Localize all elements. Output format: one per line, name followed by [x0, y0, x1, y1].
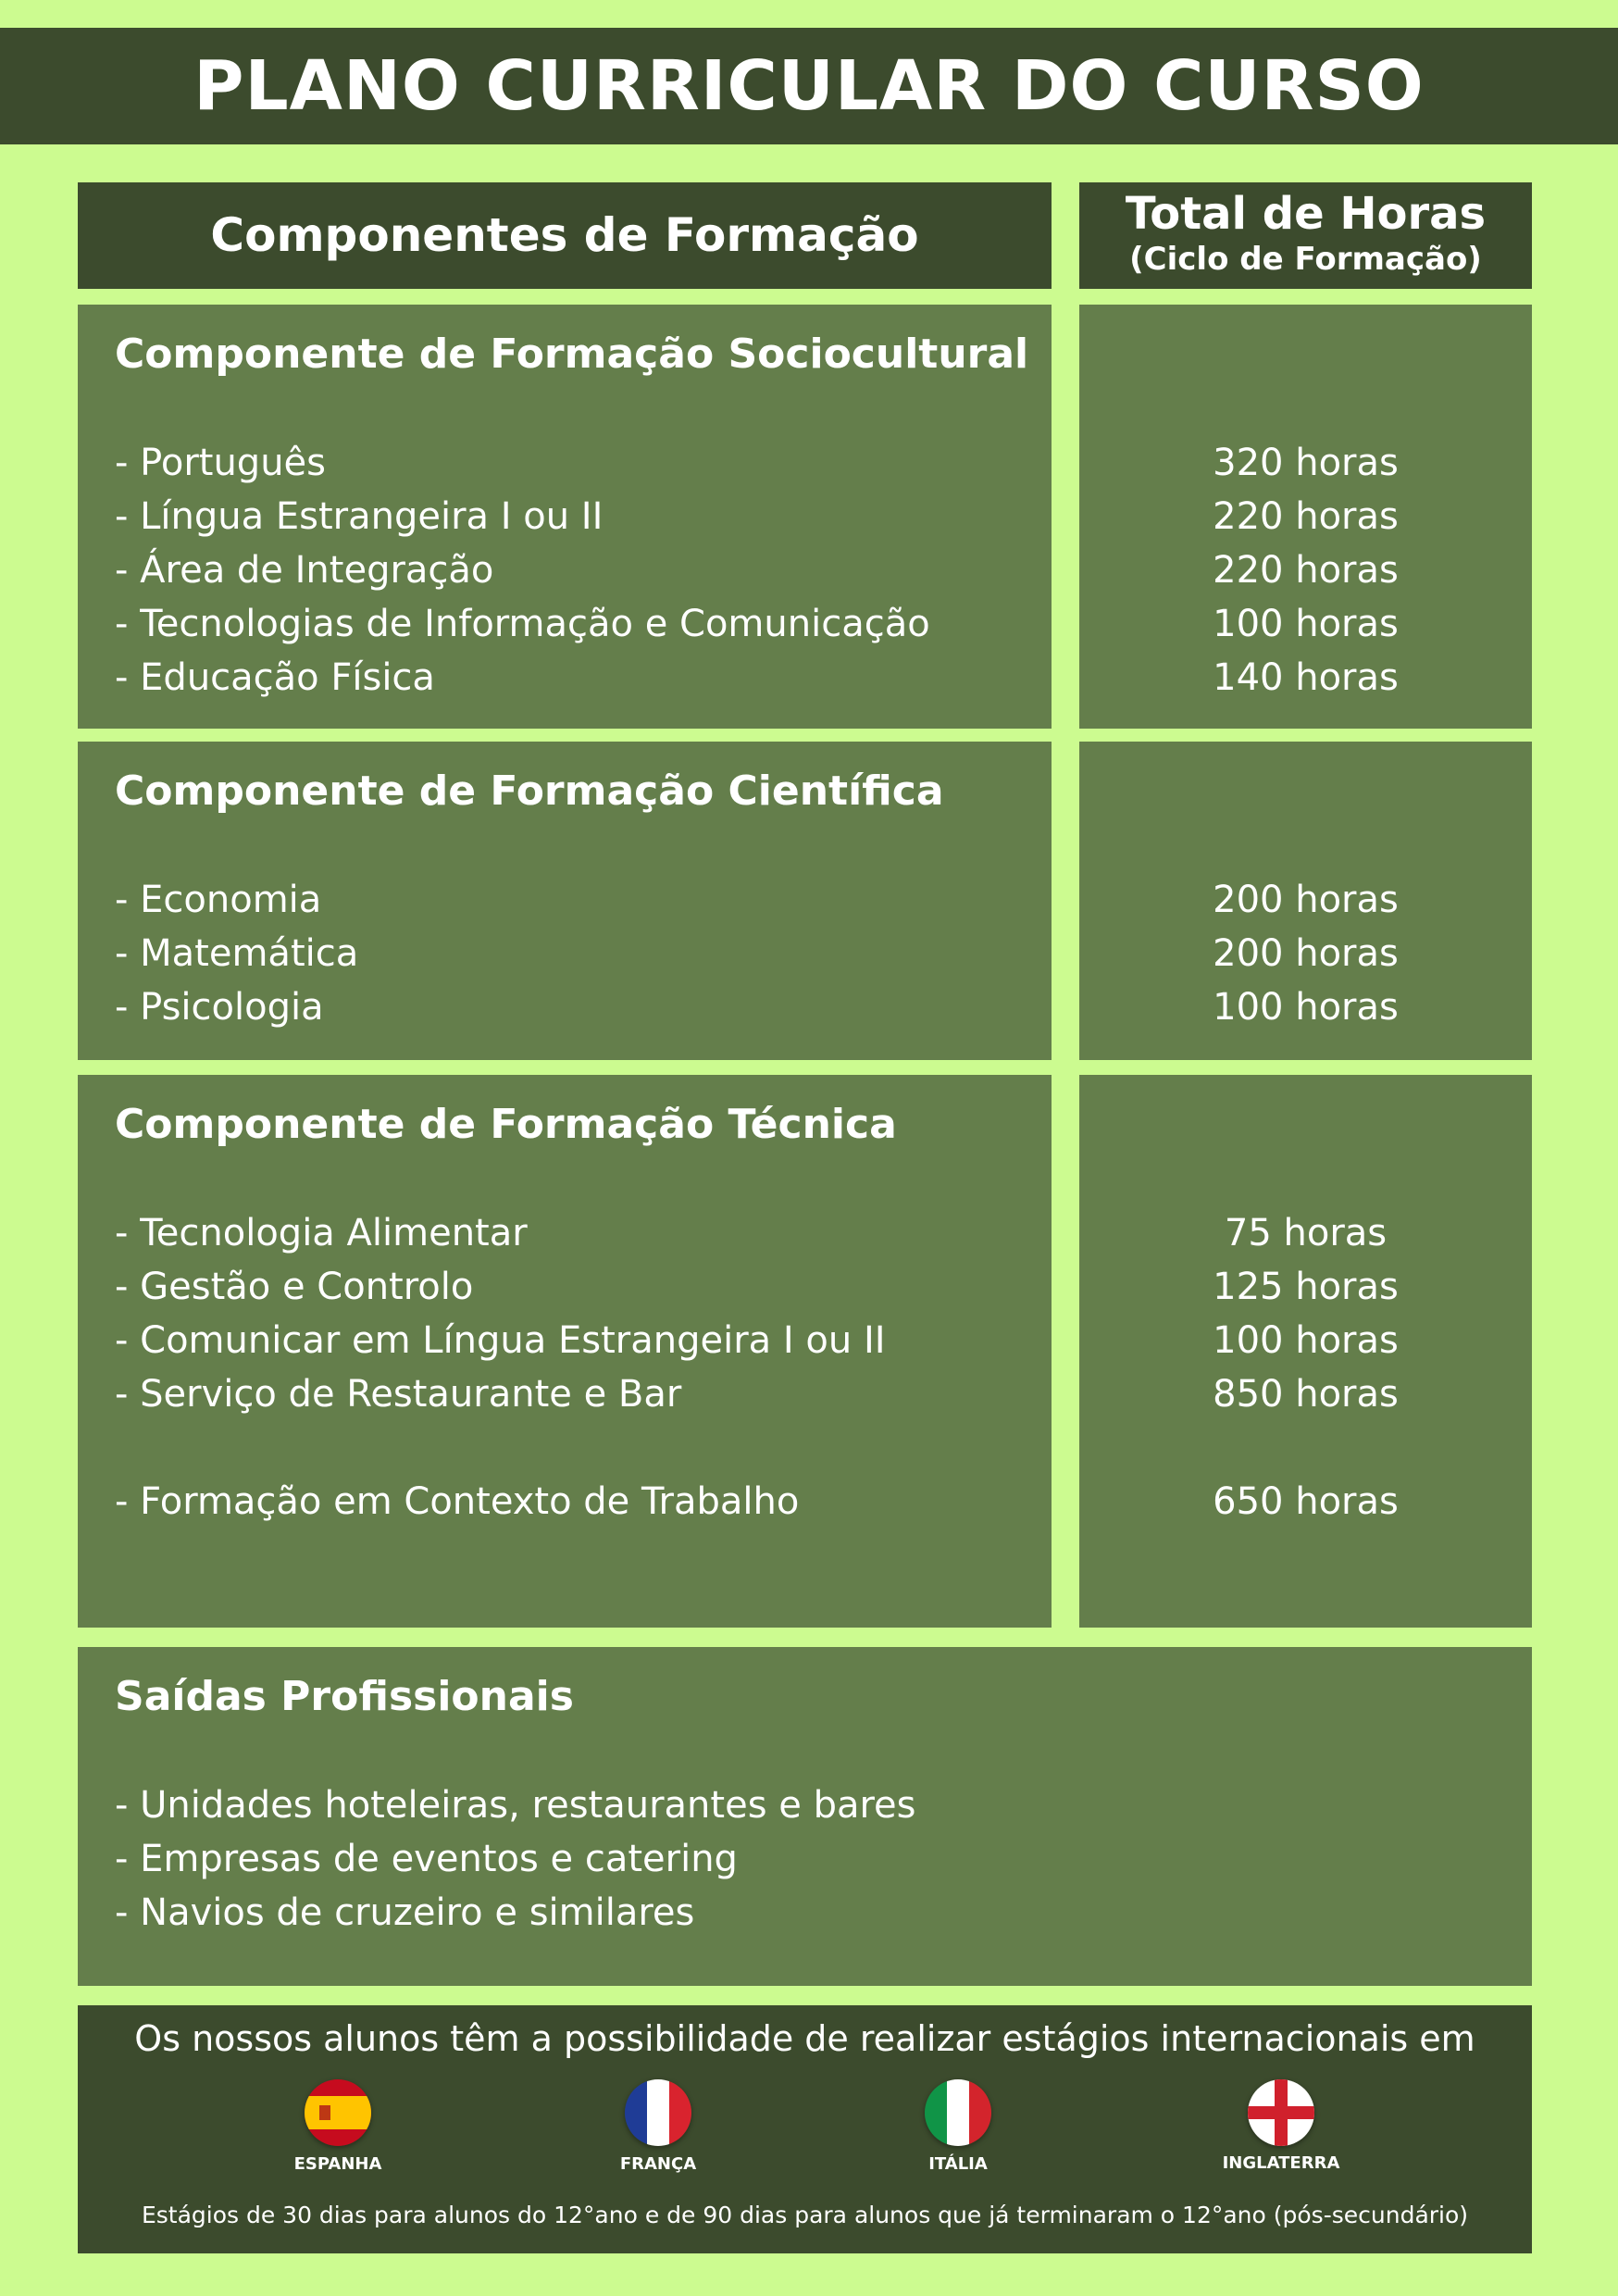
country-label: FRANÇA [619, 2154, 697, 2174]
scientific-components [78, 742, 1052, 1060]
sociocultural-hours [1079, 305, 1532, 729]
careers-panel [78, 1647, 1532, 1986]
france-flag-icon [625, 2079, 691, 2146]
list-item: - Serviço de Restaurante e Bar [115, 1373, 682, 1416]
hours-value: 200 horas [1213, 932, 1399, 975]
technical-components [78, 1075, 1052, 1628]
page-title: PLANO CURRICULAR DO CURSO [193, 46, 1425, 126]
hours-value: 100 horas [1213, 603, 1399, 645]
hours-value: 220 horas [1213, 495, 1399, 538]
technical-hours [1079, 1075, 1532, 1628]
components-header [78, 182, 1052, 289]
list-item: - Comunicar em Língua Estrangeira I ou II [115, 1319, 886, 1362]
hours-value: 200 horas [1213, 879, 1399, 921]
england-flag-icon [1248, 2079, 1314, 2146]
hours-value: 100 horas [1213, 986, 1399, 1029]
list-item: - Unidades hoteleiras, restaurantes e bares [115, 1784, 916, 1827]
hours-header-subtitle: (Ciclo de Formação) [1129, 241, 1482, 278]
spain-flag-icon [305, 2079, 371, 2146]
list-item: - Tecnologias de Informação e Comunicação [115, 603, 930, 645]
hours-value: 850 horas [1213, 1373, 1399, 1416]
list-item: - Empresas de eventos e catering [115, 1838, 738, 1880]
internships-intro: Os nossos alunos têm a possibilidade de realizar estágios internacionais em [134, 2018, 1475, 2059]
italy-flag-icon [925, 2079, 991, 2146]
title-bar [0, 28, 1618, 144]
hours-header-title: Total de Horas [1125, 188, 1487, 240]
internships-panel [78, 2005, 1532, 2253]
hours-value: 75 horas [1224, 1212, 1388, 1254]
list-item: - Economia [115, 879, 322, 921]
list-item: - Educação Física [115, 656, 435, 699]
section-title: Componente de Formação Sociocultural [115, 331, 1029, 378]
section-title: Componente de Formação Técnica [115, 1101, 897, 1148]
hours-value: 650 horas [1213, 1480, 1399, 1523]
list-item: - Tecnologia Alimentar [115, 1212, 528, 1254]
country-label: INGLATERRA [1222, 2153, 1340, 2173]
list-item: - Português [115, 442, 326, 484]
country-label: ESPANHA [293, 2154, 382, 2174]
country-label: ITÁLIA [928, 2154, 988, 2174]
hours-value: 125 horas [1213, 1266, 1399, 1308]
sociocultural-components [78, 305, 1052, 729]
hours-value: 220 horas [1213, 549, 1399, 592]
list-item: - Gestão e Controlo [115, 1266, 474, 1308]
list-item: - Área de Integração [115, 549, 494, 592]
list-item: - Língua Estrangeira I ou II [115, 495, 604, 538]
hours-value: 100 horas [1213, 1319, 1399, 1362]
section-title: Componente de Formação Científica [115, 767, 944, 815]
hours-header [1079, 182, 1532, 289]
hours-value: 140 horas [1213, 656, 1399, 699]
list-item: - Matemática [115, 932, 359, 975]
list-item: - Psicologia [115, 986, 324, 1029]
internships-note: Estágios de 30 dias para alunos do 12°ano e de 90 dias para alunos que já terminaram o 12°ano (pós-secundário) [141, 2202, 1469, 2228]
hours-value: 320 horas [1213, 442, 1399, 484]
list-item: - Navios de cruzeiro e similares [115, 1891, 695, 1934]
scientific-hours [1079, 742, 1532, 1060]
components-header-label: Componentes de Formação [210, 208, 919, 262]
list-item: - Formação em Contexto de Trabalho [115, 1480, 800, 1523]
careers-title: Saídas Profissionais [115, 1673, 574, 1720]
